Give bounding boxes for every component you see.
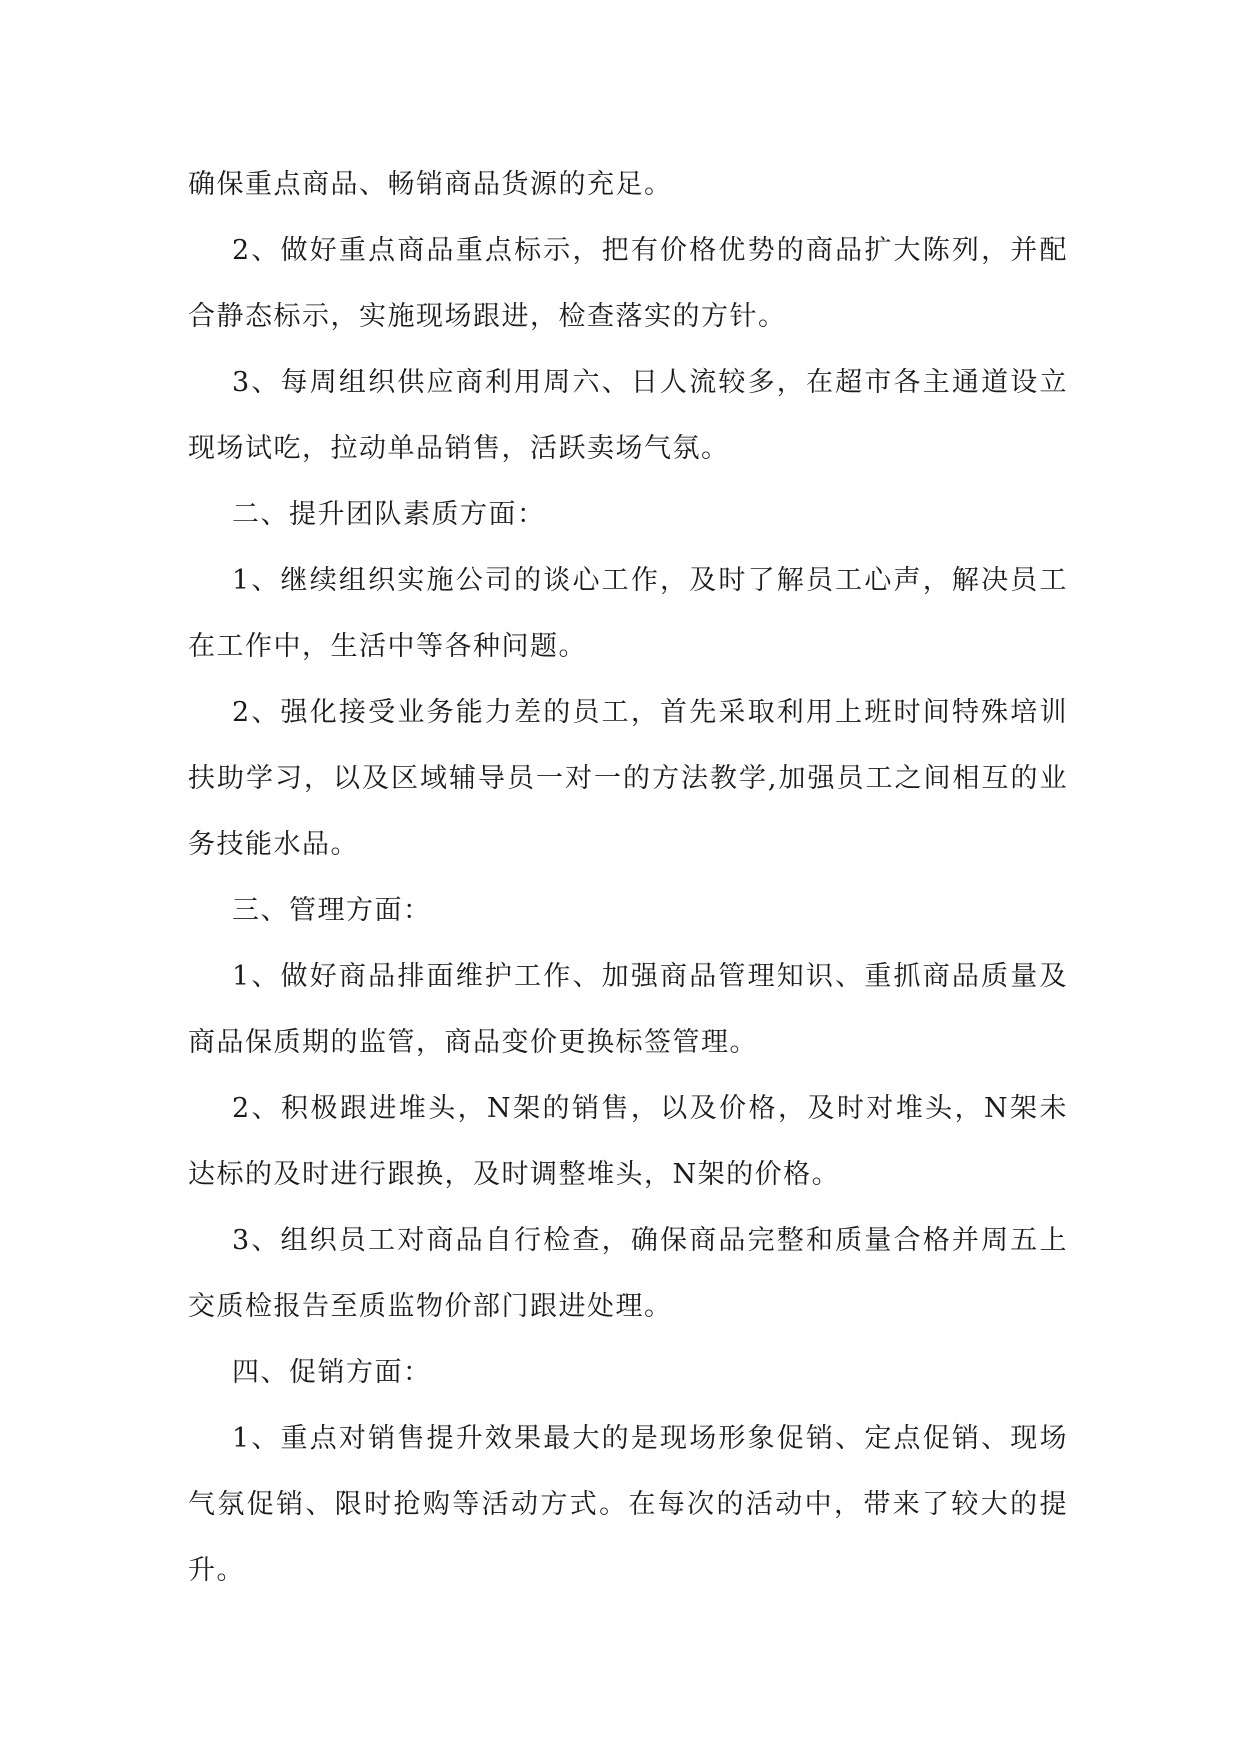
section-heading-3: 三、管理方面： (232, 895, 432, 926)
paragraph-9: 2、积极跟进堆头，N架的销售，以及价格，及时对堆头，N架未达标的及时进行跟换，及时调整堆头，N架的价格。 (188, 1093, 1068, 1190)
paragraph-2: 2、做好重点商品重点标示，把有价格优势的商品扩大陈列，并配合静态标示，实施现场跟进，检查落实的方针。 (188, 235, 1068, 332)
paragraph-6: 2、强化接受业务能力差的员工，首先采取利用上班时间特殊培训扶助学习，以及区域辅导员一对一的方法教学,加强员工之间相互的业务技能水品。 (188, 697, 1068, 860)
paragraph-5: 1、继续组织实施公司的谈心工作，及时了解员工心声，解决员工在工作中，生活中等各种问题。 (188, 565, 1068, 662)
section-heading-4: 四、促销方面： (232, 1357, 432, 1388)
paragraph-12: 1、重点对销售提升效果最大的是现场形象促销、定点促销、现场气氛促销、限时抢购等活动方式。在每次的活动中，带来了较大的提升。 (188, 1423, 1068, 1586)
paragraph-3: 3、每周组织供应商利用周六、日人流较多，在超市各主通道设立现场试吃，拉动单品销售，活跃卖场气氛。 (188, 367, 1068, 464)
document-body (188, 152, 1068, 1604)
paragraph-1: 确保重点商品、畅销商品货源的充足。 (188, 169, 673, 200)
paragraph-8: 1、做好商品排面维护工作、加强商品管理知识、重抓商品质量及商品保质期的监管，商品变价更换标签管理。 (188, 961, 1068, 1058)
section-heading-2: 二、提升团队素质方面： (232, 499, 546, 530)
paragraph-10: 3、组织员工对商品自行检查，确保商品完整和质量合格并周五上交质检报告至质监物价部门跟进处理。 (188, 1225, 1068, 1322)
